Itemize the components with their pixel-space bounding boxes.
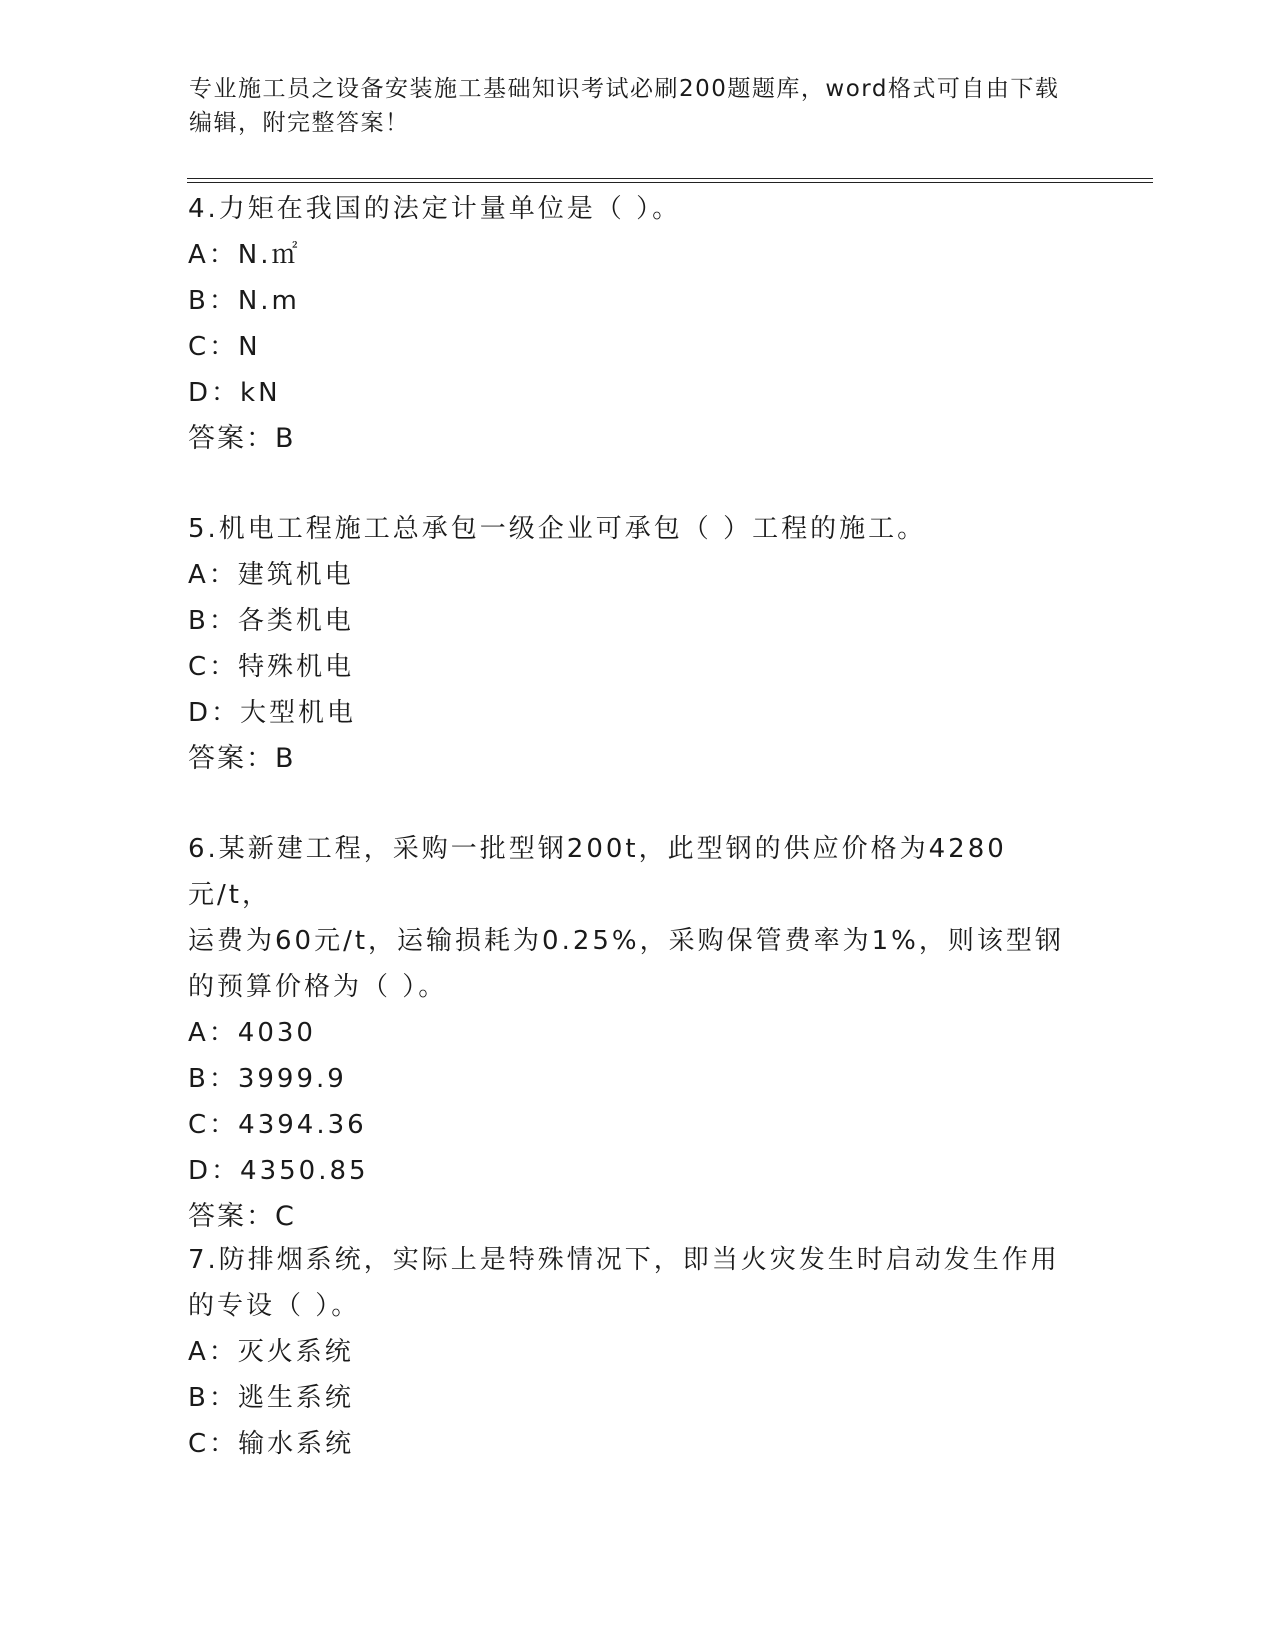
option-d: D：大型机电 xyxy=(188,698,357,728)
question-7 xyxy=(188,1237,1088,1467)
option-c: C：4394.36 xyxy=(188,1110,367,1140)
answer: 答案：B xyxy=(188,423,296,454)
header-title-line-2: 编辑，附完整答案！ xyxy=(189,110,410,136)
option-b: B：各类机电 xyxy=(188,606,354,636)
document-header xyxy=(189,72,1089,140)
option-b: B：3999.9 xyxy=(188,1064,347,1094)
option-a: A：N.㎡ xyxy=(188,240,301,270)
question-stem: 4.力矩在我国的法定计量单位是（ ）。 xyxy=(188,194,682,224)
option-b: B：逃生系统 xyxy=(188,1383,354,1413)
option-c: C：输水系统 xyxy=(188,1429,355,1459)
header-title-line-1: 专业施工员之设备安装施工基础知识考试必刷200题题库，word格式可自由下载 xyxy=(189,76,1060,102)
option-b: B：N.m xyxy=(188,286,300,316)
question-stem-line-1: 7.防排烟系统，实际上是特殊情况下，即当火灾发生时启动发生作用 xyxy=(188,1245,1060,1275)
option-d: D：kN xyxy=(188,378,281,408)
question-4 xyxy=(188,186,1088,462)
question-5 xyxy=(188,506,1088,782)
question-stem-line-2: 运费为60元/t，运输损耗为0.25%，采购保管费率为1%，则该型钢 xyxy=(188,926,1064,956)
question-6 xyxy=(188,826,1088,1240)
answer: 答案：C xyxy=(188,1201,296,1232)
option-a: A：建筑机电 xyxy=(188,560,354,590)
question-stem: 5.机电工程施工总承包一级企业可承包（ ）工程的施工。 xyxy=(188,514,927,544)
option-c: C：特殊机电 xyxy=(188,652,355,682)
header-divider-top xyxy=(187,178,1153,179)
header-divider-bottom xyxy=(187,182,1153,183)
option-a: A：4030 xyxy=(188,1018,316,1048)
question-stem-line-1: 6.某新建工程，采购一批型钢200t，此型钢的供应价格为4280元/t， xyxy=(188,834,1007,910)
option-a: A：灭火系统 xyxy=(188,1337,354,1367)
option-d: D：4350.85 xyxy=(188,1156,369,1186)
question-stem-line-2: 的专设（ ）。 xyxy=(188,1291,361,1321)
option-c: C：N xyxy=(188,332,261,362)
question-stem-line-3: 的预算价格为（ ）。 xyxy=(188,972,448,1002)
answer: 答案：B xyxy=(188,743,296,774)
